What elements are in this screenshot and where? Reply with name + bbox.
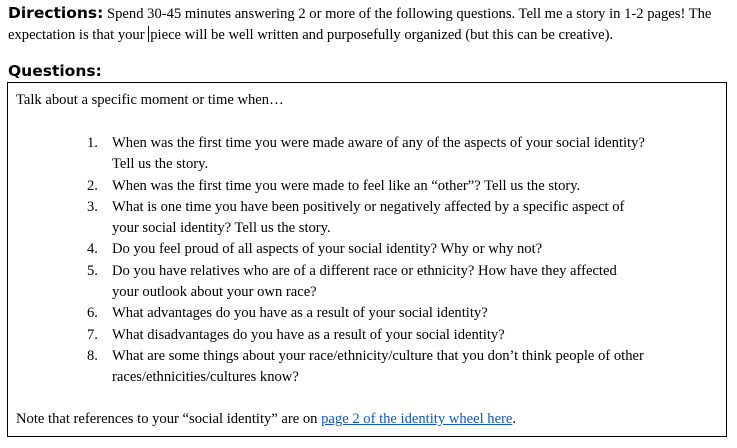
list-item — [87, 176, 647, 197]
list-item-text: When was the first time you were made aware of any of the aspects of your social identity? Tell us the story. — [112, 135, 645, 173]
directions-text: Spend 30-45 minutes answering 2 or more of the following questions. Tell me a story in 1-2 pages! The expectation is that your — [8, 6, 712, 43]
questions-intro: Talk about a specific moment or time when… — [16, 92, 284, 108]
list-item-text: What is one time you have been positively or negatively affected by a specific aspect of your social identity? Tell us the story. — [112, 198, 625, 237]
list-item — [87, 325, 647, 346]
list-item-text: What advantages do you have as a result of your social identity? — [112, 305, 488, 322]
questions-heading: Questions: — [8, 62, 102, 80]
list-item-text: Do you feel proud of all aspects of your social identity? Why or why not? — [112, 241, 543, 258]
directions-heading: Directions: — [8, 4, 104, 22]
list-item-text: What are some things about your race/ethnicity/culture that you don’t think people of other races/ethnicities/cultures know? — [112, 347, 644, 386]
list-item — [87, 303, 647, 324]
identity-wheel-link[interactable]: page 2 of the identity wheel here — [321, 411, 513, 427]
list-item — [87, 261, 647, 304]
list-item-number: 6. — [87, 305, 98, 322]
note-text: Note that references to your “social identity” are on — [16, 411, 322, 427]
identity-note — [16, 409, 516, 430]
directions-text-continued: piece will be well written and purposefully organized (but this can be creative). — [150, 27, 614, 43]
list-item-number: 5. — [87, 262, 98, 279]
list-item — [87, 346, 647, 389]
directions-paragraph — [8, 3, 730, 46]
list-item-text: When was the first time you were made to feel like an “other”? Tell us the story. — [112, 177, 581, 194]
list-item-number: 7. — [87, 326, 98, 343]
list-item-number: 1. — [87, 135, 98, 151]
list-item-number: 8. — [87, 347, 98, 364]
list-item — [87, 239, 647, 260]
questions-box — [7, 82, 727, 437]
note-period: . — [512, 411, 517, 427]
list-item-number: 2. — [87, 177, 98, 194]
list-item-text: What disadvantages do you have as a result of your social identity? — [112, 326, 505, 343]
question-list — [87, 133, 647, 389]
list-item-number: 3. — [87, 198, 98, 215]
list-item — [87, 133, 647, 176]
list-item — [87, 197, 647, 240]
list-item-text: Do you have relatives who are of a different race or ethnicity? How have they affected your outlook about your own race? — [112, 262, 617, 301]
list-item-number: 4. — [87, 241, 98, 258]
